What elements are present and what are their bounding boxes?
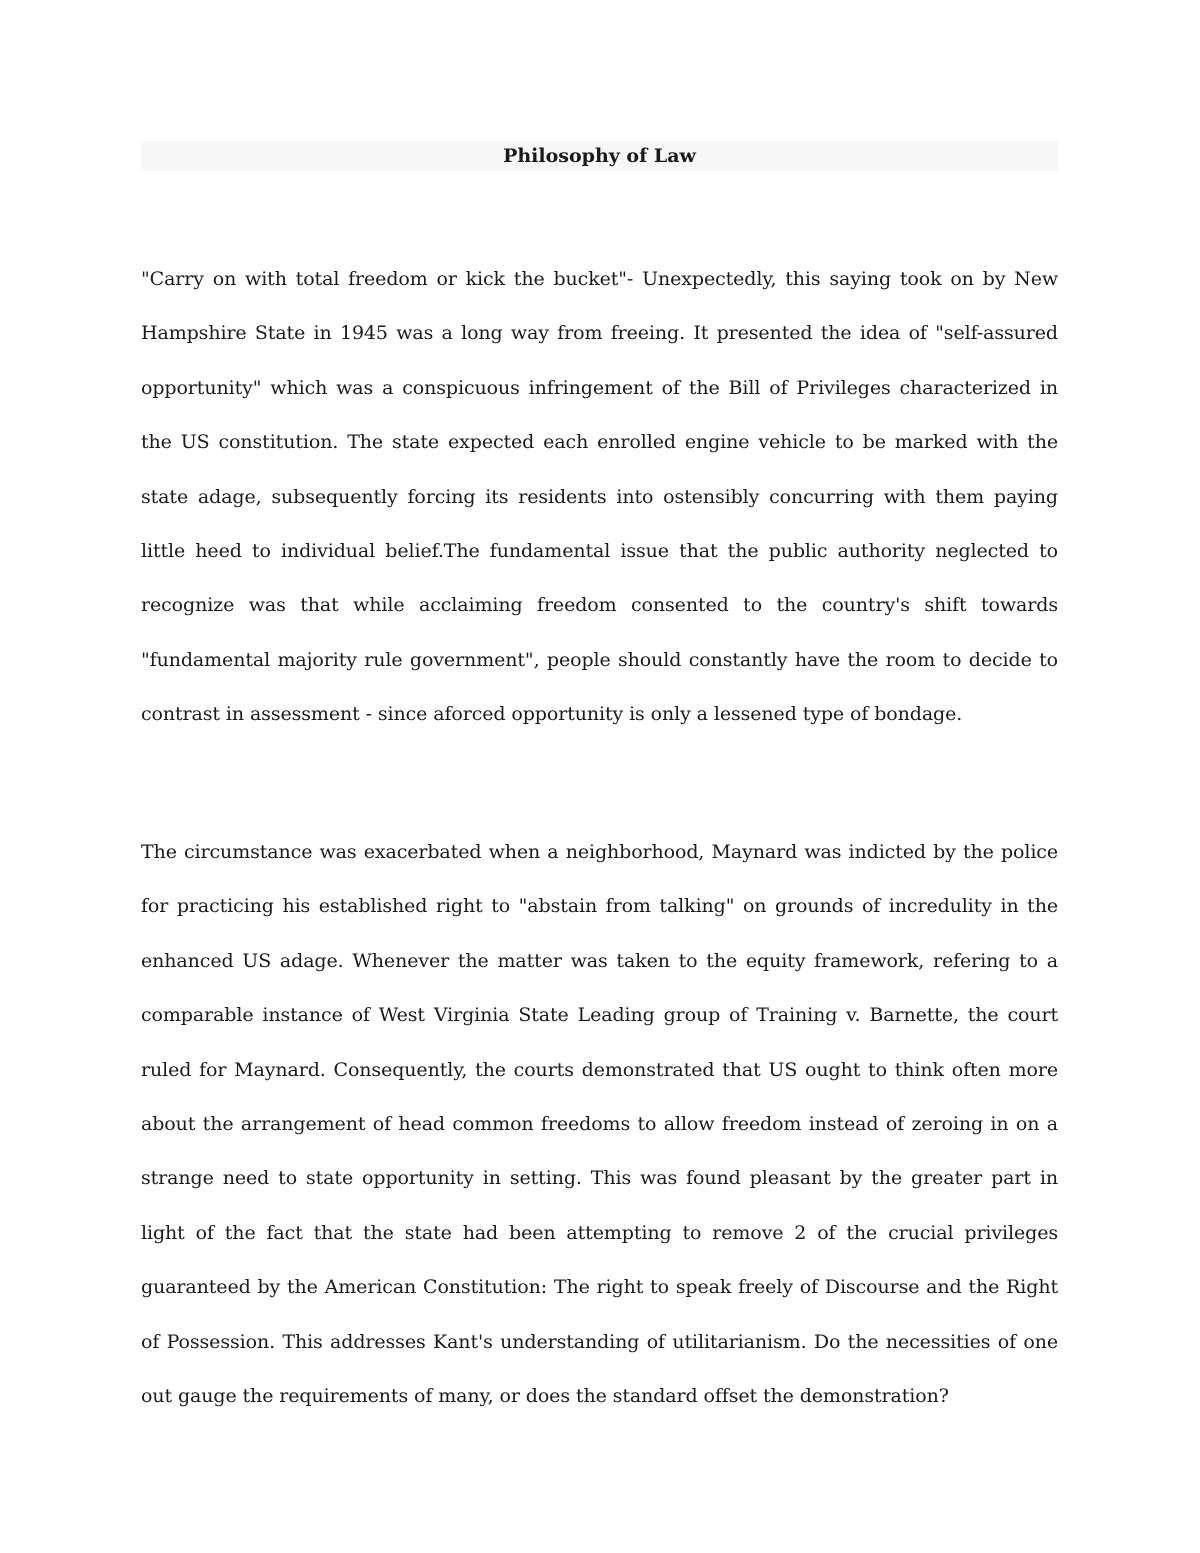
document-title: Philosophy of Law [503, 145, 696, 167]
paragraph-1: "Carry on with total freedom or kick the bucket"- Unexpectedly, this saying took on by New Hampshire State in 1945 was a long way from freeing. It presented the idea of "self-assured opportunity" which was a conspicuous infringement of the Bill of Privileges characterized in the US constitution. The state expected each enrolled engine vehicle to be marked with the state adage, subsequently forcing its residents into ostensibly concurring with them paying little heed to individual belief.The fundamental issue that the public authority neglected to recognize was that while acclaiming freedom consented to the country's shift towards "fundamental majority rule government", people should constantly have the room to decide to contrast in assessment - since aforced opportunity is only a lessened type of bondage. [141, 268, 1058, 726]
paragraph-2: The circumstance was exacerbated when a neighborhood, Maynard was indicted by the police for practicing his established right to "abstain from talking" on grounds of incredulity in the enhanced US adage. Whenever the matter was taken to the equity framework, refering to a comparable instance of West Virginia State Leading group of Training v. Barnette, the court ruled for Maynard. Consequently, the courts demonstrated that US ought to think often more about the arrangement of head common freedoms to allow freedom instead of zeroing in on a strange need to state opportunity in setting. This was found pleasant by the greater part in light of the fact that the state had been attempting to remove 2 of the crucial privileges guaranteed by the American Constitution: The right to speak freely of Discourse and the Right of Possession. This addresses Kant's understanding of utilitarianism. Do the necessities of one out gauge the requirements of many, or does the standard offset the demonstration? [141, 841, 1058, 1408]
